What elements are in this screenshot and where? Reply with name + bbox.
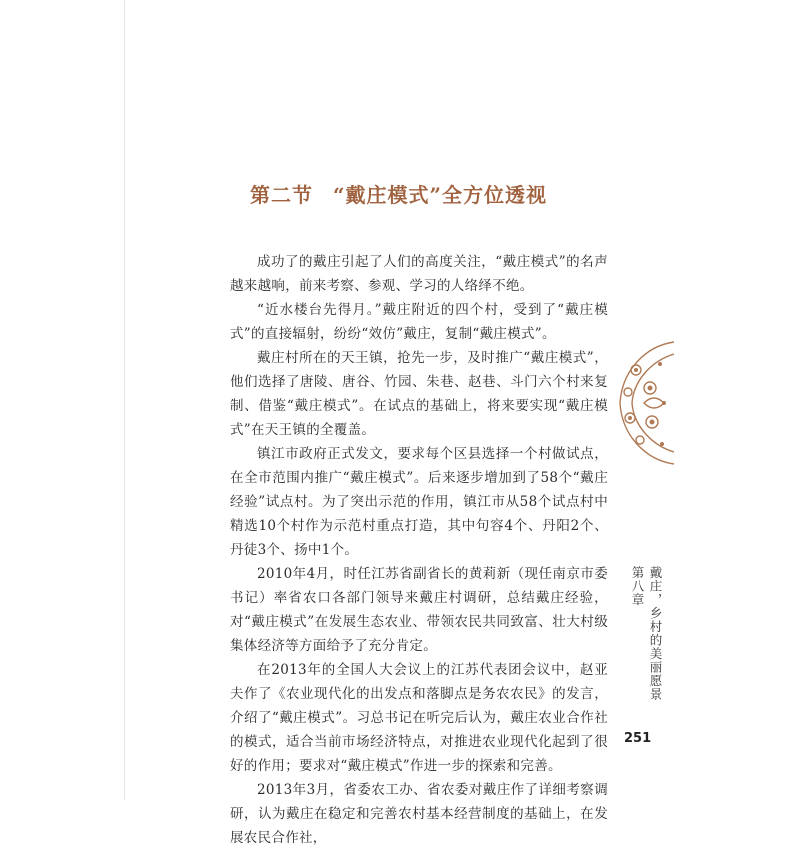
page-gutter-line: [124, 0, 125, 800]
page-number: 251: [624, 731, 652, 746]
chapter-title: 戴庄，乡村的美丽愿景: [648, 566, 663, 701]
paragraph: 成功了的戴庄引起了人们的高度关注，“戴庄模式”的名声越来越响，前来考察、参观、学习的人络绎不绝。: [230, 254, 608, 294]
paragraph: 戴庄村所在的天王镇，抢先一步，及时推广“戴庄模式”，他们选择了唐陵、唐谷、竹园、朱巷、赵巷、斗门六个村来复制、借鉴“戴庄模式”。在试点的基础上，将来要实现“戴庄模式”在天王镇的全覆盖。: [230, 350, 608, 438]
paragraph: “近水楼台先得月。”戴庄附近的四个村，受到了“戴庄模式”的直接辐射，纷纷“效仿”戴庄，复制“戴庄模式”。: [230, 302, 608, 342]
floral-ornament-icon: [616, 340, 674, 466]
chapter-running-head: [628, 566, 670, 730]
paragraph: 2013年3月，省委农工办、省农委对戴庄作了详细考察调研，认为戴庄在稳定和完善农村基本经营制度的基础上，在发展农民合作社，: [230, 782, 608, 846]
section-number: 第二节: [250, 182, 313, 207]
paragraph: 在2013年的全国人大会议上的江苏代表团会议中，赵亚夫作了《农业现代化的出发点和落脚点是务农农民》的发言，介绍了“戴庄模式”。习总书记在听完后认为，戴庄农业合作社的模式，适合当前市场经济特点，对推进农业现代化起到了很好的作用；要求对“戴庄模式”作进一步的探索和完善。: [230, 662, 608, 774]
chapter-number: 第八章: [630, 566, 645, 607]
paragraph: 2010年4月，时任江苏省副省长的黄莉新（现任南京市委书记）率省农口各部门领导来戴庄村调研，总结戴庄经验，对“戴庄模式”在发展生态农业、带领农民共同致富、壮大村级集体经济等方面给予了充分肯定。: [230, 566, 608, 654]
section-title: [250, 179, 580, 208]
body-text: [230, 250, 608, 850]
section-title-text: “戴庄模式”全方位透视: [333, 182, 548, 207]
paragraph: 镇江市政府正式发文，要求每个区县选择一个村做试点，在全市范围内推广“戴庄模式”。后来逐步增加到了58个“戴庄经验”试点村。为了突出示范的作用，镇江市从58个试点村中精选10个村作为示范村重点打造，其中句容4个、丹阳2个、丹徒3个、扬中1个。: [230, 446, 608, 558]
